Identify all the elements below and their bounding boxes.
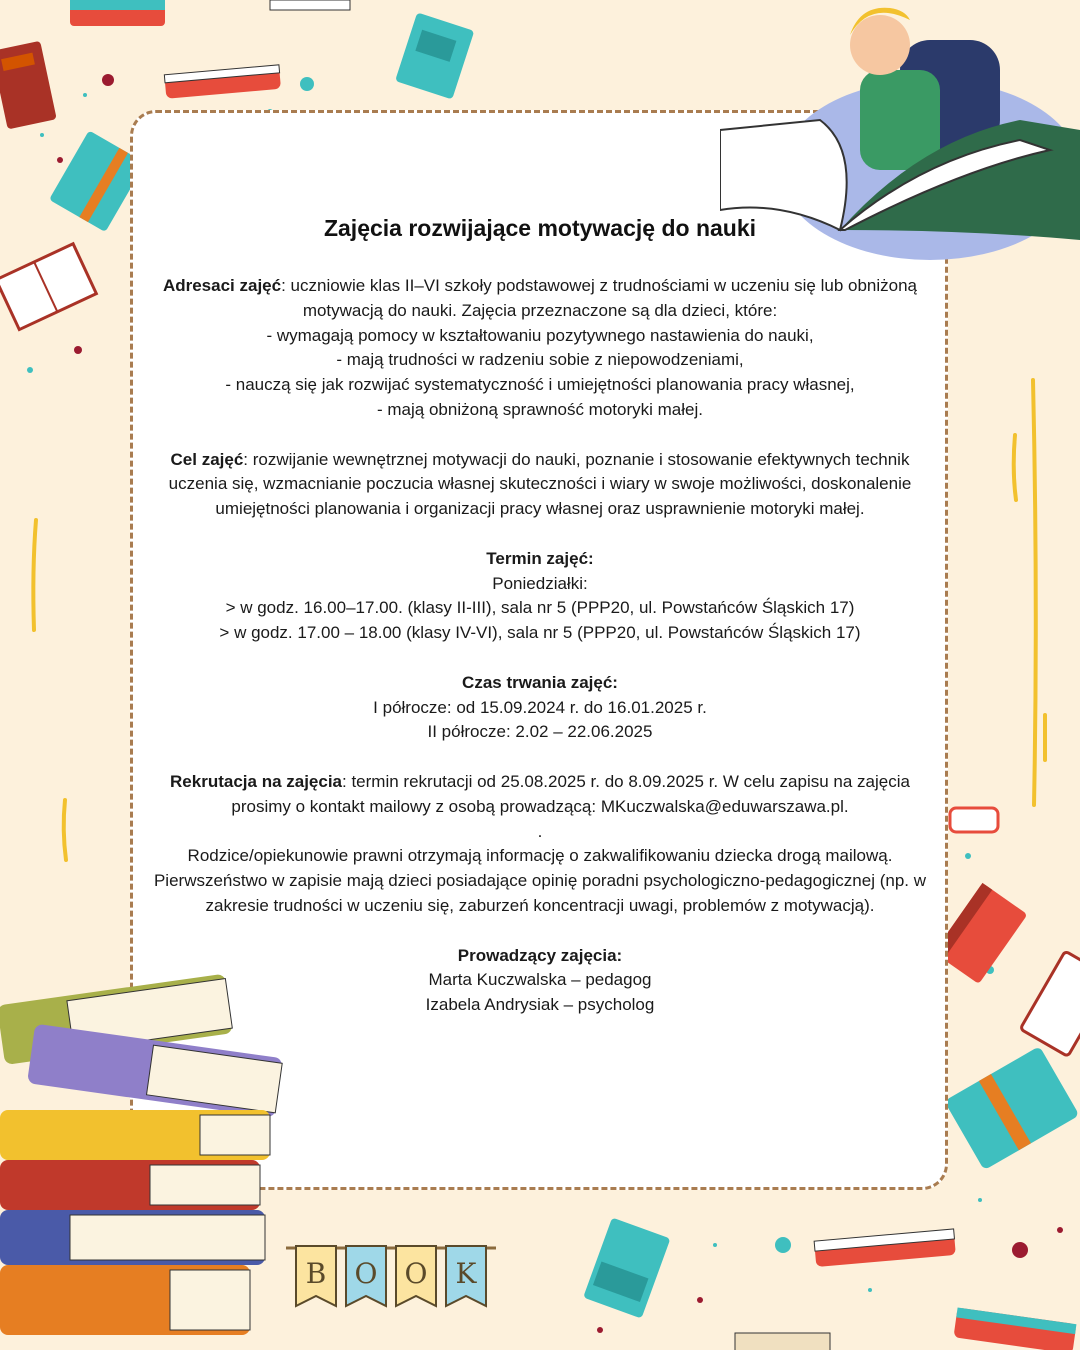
banner-flag-o1: [346, 1246, 386, 1306]
czas-line: I półrocze: od 15.09.2024 r. do 16.01.2025 r.: [373, 697, 707, 717]
banner-letter: K: [455, 1257, 477, 1290]
rekrutacja-paragraph: [150, 770, 930, 820]
page-title: Zajęcia rozwijające motywację do nauki: [323, 215, 757, 241]
small-book-icon: [950, 808, 998, 832]
content-text: [150, 210, 930, 1018]
rekrutacja-text: : termin rekrutacji od 25.08.2025 r. do 8.09.2025 r. W celu zapisu na zajęcia prosimy o kontakt mailowy z osobą prowadzącą: MKuczwalska@eduwarszawa.pl.: [231, 771, 910, 816]
banner-letter: B: [305, 1257, 327, 1290]
banner-flag-b: [296, 1246, 336, 1306]
open-book-icon: [0, 244, 96, 330]
termin-line: > w godz. 17.00 – 18.00 (klasy IV-VI), sala nr 5 (PPP20, ul. Powstańców Śląskich 17): [219, 623, 861, 643]
czas-line: II półrocze: 2.02 – 22.06.2025: [427, 722, 653, 742]
teal-book-right-icon: [944, 1046, 1079, 1170]
adresaci-paragraph: [150, 274, 930, 324]
prowadzacy-person: Izabela Andrysiak – psycholog: [425, 995, 655, 1015]
red-book-bottom-icon: [814, 1229, 956, 1267]
cel-text: : rozwijanie wewnętrznej motywacji do nauki, poznanie i stosowanie efektywnych technik uczenia się, wzmacnianie poczucia własnej skuteczności i wiary w swoje możliwości, doskonalenie umiejętności planowania i organizacji pracy własnej oraz usprawnienie motoryki małej.: [168, 449, 912, 519]
rekrutacja-text2: Rodzice/opiekunowie prawni otrzymają informację o zakwalifikowaniu dziecka drogą mailową. Pierwszeństwo w zapisie mają dzieci posiadające opinię poradni psychologiczno-pedagogicznej (np. w zakresie trudności w uczeniu się, zaburzeń koncentracji uwagi, problemów z motywacją).: [153, 846, 927, 915]
rekrutacja-label: Rekrutacja na zajęcia: [170, 771, 343, 791]
adresaci-item: - mają trudności w radzeniu sobie z niepowodzeniami,: [336, 350, 744, 370]
czas-label: Czas trwania zajęć:: [462, 672, 618, 692]
termin-label: Termin zajęć:: [486, 548, 594, 568]
termin-line: > w godz. 16.00–17.00. (klasy II-III), sala nr 5 (PPP20, ul. Powstańców Śląskich 17): [225, 598, 855, 618]
book-banner: [286, 1238, 496, 1318]
adresaci-text: : uczniowie klas II–VI szkoły podstawowej z trudnościami w uczeniu się lub obniżoną motywacją do nauki. Zajęcia przeznaczone są dla dzieci, które:: [281, 276, 918, 320]
banner-flag-k: [446, 1246, 486, 1306]
cel-label: Cel zajęć: [170, 449, 244, 469]
book-edge-icon: [735, 1333, 830, 1350]
teal-book-icon: [395, 12, 474, 99]
adresaci-label: Adresaci zajęć: [162, 276, 282, 295]
adresaci-item: - mają obniżoną sprawność motoryki małej.: [377, 399, 703, 419]
book-top-left-icon: [70, 0, 350, 26]
banner-letter: O: [354, 1257, 378, 1290]
banner-flag-o2: [396, 1246, 436, 1306]
prowadzacy-person: Marta Kuczwalska – pedagog: [428, 970, 652, 990]
prowadzacy-label: Prowadzący zajęcia:: [457, 945, 623, 965]
book-stack-illustration: [0, 970, 290, 1350]
teal-book-bottom-icon: [583, 1217, 670, 1318]
adresaci-item: - wymagają pomocy w kształtowaniu pozytywnego nastawienia do nauki,: [266, 325, 814, 345]
cel-paragraph: [150, 448, 930, 522]
termin-day: Poniedziałki:: [492, 573, 588, 593]
adresaci-item: - nauczą się jak rozwijać systematyczność i umiejętności planowania pracy własnej,: [225, 375, 855, 395]
rekrutacja-dot: .: [537, 821, 543, 841]
red-book-icon: [0, 41, 57, 130]
banner-letter: O: [404, 1257, 428, 1290]
red-book-corner-icon: [953, 1307, 1076, 1350]
red-book-horizontal-icon: [164, 65, 281, 99]
white-book-right-icon: [1020, 951, 1080, 1056]
